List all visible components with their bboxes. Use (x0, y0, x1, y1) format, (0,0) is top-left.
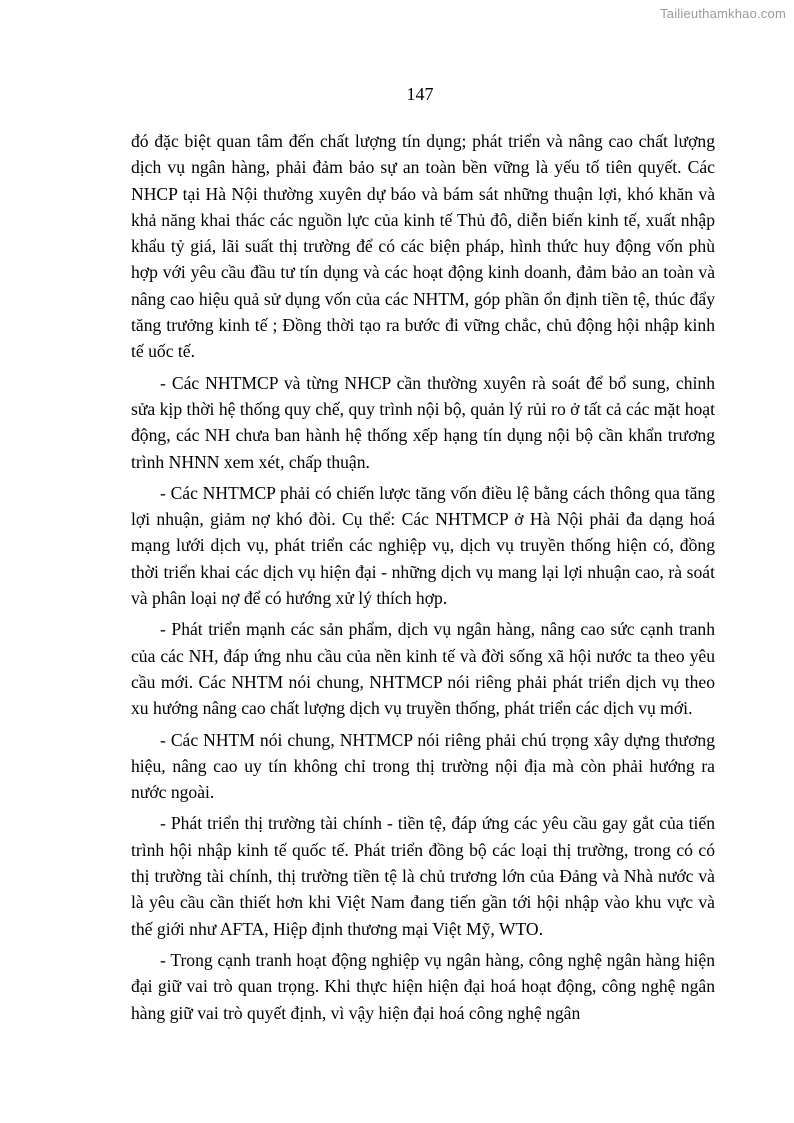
paragraph: đó đặc biệt quan tâm đến chất lượng tín dụng; phát triển và nâng cao chất lượng dịch vụ ngân hàng, phải đảm bảo sự an toàn bền vững là yếu tố tiên quyết. Các NHCP tại Hà Nội thường xuyên dự báo và bám sát những thuận lợi, khó khăn và khả năng khai thác các nguồn lực của kinh tế Thủ đô, diễn biến kinh tế, xuất nhập khẩu tỷ giá, lãi suất thị trường để có các biện pháp, hình thức huy động vốn phù hợp với yêu cầu đầu tư tín dụng và các hoạt động kinh doanh, đảm bảo an toàn và nâng cao hiệu quả sử dụng vốn của các NHTM, góp phần ổn định tiền tệ, thúc đẩy tăng trưởng kinh tế ; Đồng thời tạo ra bước đi vững chắc, chủ động hội nhập kinh tế uốc tế. (131, 131, 715, 362)
watermark: Tailieuthamkhao.com (660, 6, 786, 21)
paragraph: - Các NHTMCP và từng NHCP cần thường xuyên rà soát để bổ sung, chỉnh sửa kịp thời hệ thống quy chế, quy trình nội bộ, quản lý rủi ro ở tất cả các mặt hoạt động, các NH chưa ban hành hệ thống xếp hạng tín dụng nội bộ cần khẩn trương trình NHNN xem xét, chấp thuận. (131, 372, 715, 472)
document-body (131, 128, 715, 1031)
paragraph: - Trong cạnh tranh hoạt động nghiệp vụ ngân hàng, công nghệ ngân hàng hiện đại giữ vai trò quan trọng. Khi thực hiện hiện đại hoá hoạt động, công nghệ ngân hàng giữ vai trò quyết định, vì vậy hiện đại hoá công nghệ ngân (131, 949, 715, 1023)
page-number: 147 (406, 84, 434, 104)
paragraph: - Các NHTMCP phải có chiến lược tăng vốn điều lệ bằng cách thông qua tăng lợi nhuận, giảm nợ khó đòi. Cụ thể: Các NHTMCP ở Hà Nội phải đa dạng hoá mạng lưới dịch vụ, phát triển các nghiệp vụ, dịch vụ truyền thống hiện có, đồng thời triển khai các dịch vụ hiện đại - những dịch vụ mang lại lợi nhuận cao, rà soát và phân loại nợ để có hướng xử lý thích hợp. (131, 482, 715, 609)
paragraph: - Các NHTM nói chung, NHTMCP nói riêng phải chú trọng xây dựng thương hiệu, nâng cao uy tín không chỉ trong thị trường nội địa mà còn phải hướng ra nước ngoài. (131, 729, 715, 803)
paragraph: - Phát triển thị trường tài chính - tiền tệ, đáp ứng các yêu cầu gay gắt của tiến trình hội nhập kinh tế quốc tế. Phát triển đồng bộ các loại thị trường, trong có có thị trường tài chính, thị trường tiền tệ là chủ trương lớn của Đảng và Nhà nước và là yêu cầu cần thiết hơn khi Việt Nam đang tiến gần tới hội nhập vào khu vực và thế giới như AFTA, Hiệp định thương mại Việt Mỹ, WTO. (131, 813, 715, 939)
paragraph: - Phát triển mạnh các sản phẩm, dịch vụ ngân hàng, nâng cao sức cạnh tranh của các NH, đáp ứng nhu cầu của nền kinh tế và đời sống xã hội nước ta theo yêu cầu mới. Các NHTM nói chung, NHTMCP nói riêng phải phát triển dịch vụ theo xu hướng nâng cao chất lượng dịch vụ truyền thống, phát triển các dịch vụ mới. (131, 619, 715, 719)
